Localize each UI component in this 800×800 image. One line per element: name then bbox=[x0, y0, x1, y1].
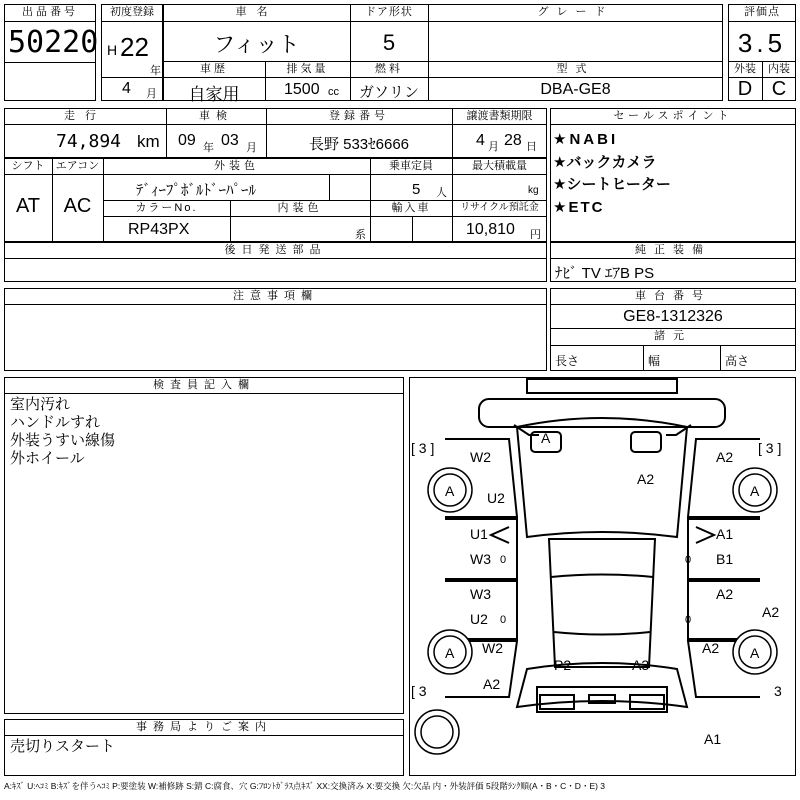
tire-bracket-marker: 3 bbox=[774, 683, 782, 699]
damage-code-tire-fl: A bbox=[445, 483, 455, 499]
damage-code-left-rear-door: U2 bbox=[470, 611, 488, 627]
door-count: 5 bbox=[382, 30, 396, 55]
sales-point-item: ★NABI bbox=[553, 131, 619, 148]
damage-code-right-rear-door: A2 bbox=[716, 586, 734, 602]
inspector-note: 外装うすい線傷 bbox=[10, 432, 116, 449]
mileage-value: 74,894 bbox=[56, 131, 122, 152]
sales-point-item: ★バックカメラ bbox=[553, 154, 657, 171]
inspector-note: 外ホイール bbox=[10, 450, 85, 467]
length-label: 長さ bbox=[555, 354, 580, 368]
seal-zero-marker: 0 bbox=[685, 554, 692, 566]
chassis-value: GE8-1312326 bbox=[623, 308, 723, 325]
transfer-day-unit: 日 bbox=[526, 141, 537, 153]
first-registration-era: H bbox=[107, 42, 118, 58]
exterior-score: D bbox=[737, 78, 753, 100]
office-label: 事務局よりご案内 bbox=[136, 721, 272, 733]
inspector-note: 室内汚れ bbox=[10, 396, 71, 413]
transfer-label: 譲渡書類期限 bbox=[466, 110, 533, 122]
lot-number-label: 出品番号 bbox=[22, 6, 78, 18]
model-value: DBA-GE8 bbox=[540, 81, 611, 98]
transfer-month: 4 bbox=[476, 132, 485, 149]
fuel-label: 燃料 bbox=[375, 63, 403, 75]
first-registration-month-unit: 月 bbox=[146, 88, 157, 100]
caution-label: 注意事項欄 bbox=[233, 290, 318, 302]
damage-code-hood: A2 bbox=[637, 471, 655, 487]
height-label: 高さ bbox=[725, 354, 750, 368]
office-note: 売切りスタート bbox=[10, 738, 116, 755]
recycle-label: リサイクル預託金 bbox=[460, 202, 539, 213]
car-outline bbox=[409, 377, 796, 776]
damage-code-left-front-door: W3 bbox=[470, 551, 491, 567]
car-name-label: 車名 bbox=[235, 6, 278, 18]
damage-code-right-front-door: B1 bbox=[716, 551, 734, 567]
inspector-label: 検査員記入欄 bbox=[153, 379, 255, 391]
damage-code-tire-fr: A bbox=[750, 483, 760, 499]
recycle-unit: 円 bbox=[530, 229, 541, 241]
exterior-color-value: ﾃﾞｨｰﾌﾟﾎﾞﾙﾄﾞｰﾊﾟｰﾙ bbox=[136, 182, 257, 199]
car-name: フィット bbox=[213, 32, 300, 57]
aircon-label: エアコン bbox=[55, 160, 100, 172]
plate-value: 長野 533ｾ6666 bbox=[308, 136, 410, 153]
import-label: 輸入車 bbox=[391, 202, 431, 214]
color-no-value: RP43PX bbox=[128, 221, 190, 238]
damage-legend: A:ｷｽﾞ U:ﾍｺﾐ B:ｷｽﾞを伴うﾍｺﾐ P:要塗装 W:補修跡 S:錆 C:腐食、穴 G:ﾌﾛﾝﾄｶﾞﾗｽ点ｷｽﾞ XX:交換済み X:要交換 欠:欠品 内・外装評価 5段階ﾗﾝｸ順(A・B・C・D・E) 3 bbox=[4, 781, 606, 791]
capacity-unit: 人 bbox=[436, 187, 447, 199]
shift-value: AT bbox=[15, 195, 41, 217]
displacement-label: 排気量 bbox=[286, 63, 329, 75]
door-label: ドア形状 bbox=[365, 6, 413, 18]
sales-point-item: ★シートヒーター bbox=[553, 176, 671, 193]
max-load-label: 最大積載量 bbox=[472, 160, 527, 172]
genuine-equipment-label: 純正装備 bbox=[635, 244, 711, 256]
inspection-label: 車検 bbox=[199, 110, 233, 122]
aircon-value: AC bbox=[63, 195, 92, 217]
history-label: 車歴 bbox=[200, 63, 228, 75]
seal-zero-marker: 0 bbox=[685, 614, 692, 626]
capacity-label: 乗車定員 bbox=[389, 160, 433, 172]
shift-label: シフト bbox=[11, 160, 45, 172]
inspection-year-unit: 年 bbox=[203, 142, 214, 154]
damage-code-tire-rr: A bbox=[750, 645, 760, 661]
seal-zero-marker: 0 bbox=[500, 614, 507, 626]
damage-code-trunk: A3 bbox=[632, 657, 650, 673]
exterior-score-label: 外装 bbox=[734, 63, 756, 75]
score-label: 評価点 bbox=[744, 6, 780, 18]
capacity-value: 5 bbox=[412, 181, 421, 198]
damage-code-right-front-door: A1 bbox=[716, 526, 734, 542]
damage-code-left-rear-fender: W2 bbox=[482, 640, 503, 656]
damage-code-tire-rl: A bbox=[445, 645, 455, 661]
damage-code-roof: A bbox=[541, 430, 551, 446]
tire-bracket-marker: [ 3 bbox=[411, 683, 427, 699]
damage-code-right-side: A2 bbox=[762, 604, 780, 620]
damage-code-right-front-fender: A2 bbox=[716, 449, 734, 465]
inspection-month: 03 bbox=[221, 132, 239, 149]
tire-bracket-marker: [ 3 ] bbox=[758, 440, 782, 456]
inspection-month-unit: 月 bbox=[246, 142, 257, 154]
transfer-month-unit: 月 bbox=[488, 141, 499, 153]
damage-code-left-front-door: U1 bbox=[470, 526, 488, 542]
history-value: 自家用 bbox=[188, 85, 240, 104]
damage-code-right-rear-fender: A2 bbox=[702, 640, 720, 656]
grade-label: グレード bbox=[537, 6, 614, 18]
plate-label: 登録番号 bbox=[329, 110, 389, 122]
damage-code-trunk: P2 bbox=[554, 657, 572, 673]
later-parts-label: 後日発送部品 bbox=[224, 244, 327, 256]
inspector-note: ハンドルすれ bbox=[10, 414, 101, 431]
seal-zero-marker: 0 bbox=[500, 554, 507, 566]
damage-code-left-u2: U2 bbox=[487, 490, 505, 506]
mileage-unit: km bbox=[137, 132, 160, 151]
dimensions-label: 諸元 bbox=[654, 330, 692, 342]
interior-color-label: 内装色 bbox=[277, 202, 323, 214]
first-registration-label: 初度登録 bbox=[110, 6, 154, 18]
mileage-label: 走行 bbox=[64, 110, 106, 122]
exterior-color-label: 外装色 bbox=[214, 160, 259, 172]
width-label: 幅 bbox=[648, 354, 661, 368]
color-no-label: カラーNo. bbox=[135, 202, 198, 214]
damage-code-rear-bumper: A1 bbox=[704, 731, 722, 747]
first-registration-year-unit: 年 bbox=[150, 65, 161, 77]
interior-score: C bbox=[771, 78, 787, 100]
displacement-unit: cc bbox=[328, 86, 339, 98]
sales-point-item: ★ETC bbox=[553, 199, 605, 216]
model-label: 型式 bbox=[556, 63, 595, 75]
interior-score-label: 内装 bbox=[768, 63, 790, 75]
fuel-value: ガソリン bbox=[358, 84, 419, 101]
recycle-value: 10,810 bbox=[466, 221, 515, 238]
sales-points-label: セールスポイント bbox=[613, 110, 733, 122]
damage-code-left-rear-door: W3 bbox=[470, 586, 491, 602]
first-registration-year: 22 bbox=[120, 32, 149, 62]
chassis-label: 車台番号 bbox=[635, 290, 711, 302]
lot-number: 50220 bbox=[8, 25, 99, 60]
genuine-equipment-value: ﾅﾋﾞ TV ｴｱB PS bbox=[555, 265, 655, 282]
damage-code-left-front-fender: W2 bbox=[470, 449, 491, 465]
damage-code-left-rear: A2 bbox=[483, 676, 501, 692]
inspection-year: 09 bbox=[178, 132, 196, 149]
max-load-unit: kg bbox=[528, 185, 539, 196]
interior-color-unit: 系 bbox=[355, 229, 366, 241]
first-registration-month: 4 bbox=[122, 80, 131, 97]
transfer-day: 28 bbox=[504, 132, 522, 149]
displacement-value: 1500 bbox=[284, 81, 320, 98]
score-value: 3.5 bbox=[737, 28, 787, 58]
tire-bracket-marker: [ 3 ] bbox=[411, 440, 435, 456]
